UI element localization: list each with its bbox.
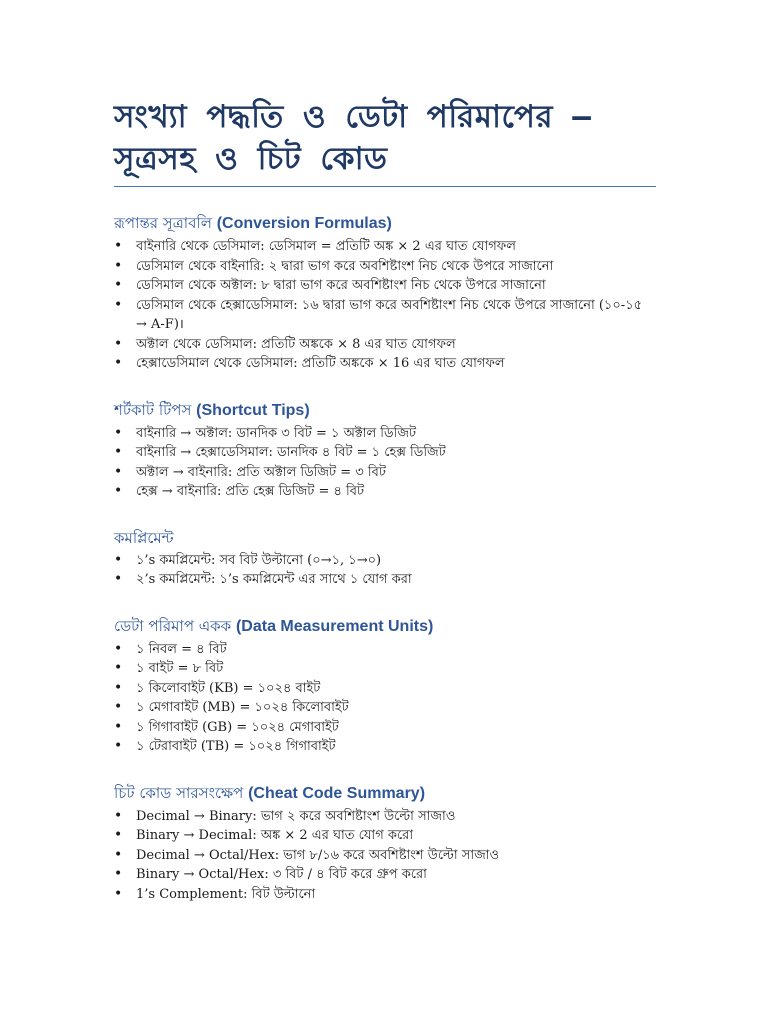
bullet-icon: • xyxy=(114,571,123,587)
list-item-text: অক্টাল থেকে ডেসিমাল: প্রতিটি অঙ্ককে × 8 এর ঘাত যোগফল xyxy=(136,336,456,352)
section-heading-en: (Shortcut Tips) xyxy=(196,401,310,419)
list-item-text: ডেসিমাল থেকে অক্টাল: ৮ দ্বারা ভাগ করে অবশিষ্টাংশ নিচ থেকে উপরে সাজানো xyxy=(136,278,546,293)
bullet-icon: • xyxy=(114,335,123,352)
section-4 xyxy=(114,783,656,905)
sections-container xyxy=(114,213,656,904)
bullet-icon: • xyxy=(114,277,123,293)
section-heading-en: (Conversion Formulas) xyxy=(216,215,392,232)
bullet-icon: • xyxy=(114,424,123,441)
list-item xyxy=(114,640,656,660)
bullet-icon: • xyxy=(114,444,123,460)
list-item-text: Binary → Octal/Hex: ৩ বিট / ৪ বিট করে গ্রুপ করো xyxy=(136,867,427,882)
list-item xyxy=(114,698,656,718)
section-heading xyxy=(114,213,656,234)
list-item-text: ১ মেগাবাইট (MB) = ১০২৪ কিলোবাইট xyxy=(136,700,349,715)
bullet-icon: • xyxy=(114,238,123,254)
section-heading xyxy=(114,528,656,548)
bullet-icon: • xyxy=(114,640,123,657)
section-heading-en: (Data Measurement Units) xyxy=(235,617,434,635)
section-0 xyxy=(114,213,656,374)
list-item-text: ডেসিমাল থেকে বাইনারি: ২ দ্বারা ভাগ করে অবশিষ্টাংশ নিচ থেকে উপরে সাজানো xyxy=(136,258,554,274)
bullet-icon: • xyxy=(114,699,123,715)
list-item xyxy=(114,865,656,885)
bullet-icon: • xyxy=(114,296,123,313)
list-item-text: 1’s Complement: বিট উল্টানো xyxy=(136,886,316,902)
bullet-list xyxy=(114,551,656,590)
bullet-icon: • xyxy=(114,738,123,754)
list-item xyxy=(114,718,656,738)
list-item xyxy=(114,659,656,679)
list-item-text: ২’s কমপ্লিমেন্ট: ১’s কমপ্লিমেন্ট এর সাথে ১ যোগ করা xyxy=(136,572,412,587)
list-item xyxy=(114,463,656,483)
bullet-icon: • xyxy=(114,463,123,480)
list-item-text: হেক্স → বাইনারি: প্রতি হেক্স ডিজিট = ৪ বিট xyxy=(136,484,365,499)
list-item-text: ১ বাইট = ৮ বিট xyxy=(136,661,224,676)
list-item-text: Decimal → Octal/Hex: ভাগ ৮/১৬ করে অবশিষ্টাংশ উল্টো সাজাও xyxy=(136,847,500,863)
list-item xyxy=(114,482,656,502)
bullet-icon: • xyxy=(114,551,123,568)
list-item xyxy=(114,570,656,590)
list-item-text: ১ গিগাবাইট (GB) = ১০২৪ মেগাবাইট xyxy=(136,719,339,735)
title-divider xyxy=(114,186,656,187)
bullet-list xyxy=(114,424,656,502)
list-item xyxy=(114,807,656,827)
bullet-icon: • xyxy=(114,679,123,696)
bullet-icon: • xyxy=(114,483,123,499)
section-heading-bn: কমপ্লিমেন্ট xyxy=(114,528,174,547)
list-item-text: বাইনারি থেকে ডেসিমাল: ডেসিমাল = প্রতিটি অঙ্ক × 2 এর ঘাত যোগফল xyxy=(136,239,516,254)
section-heading-bn: ডেটা পরিমাপ একক xyxy=(114,616,232,635)
list-item xyxy=(114,846,656,866)
list-item xyxy=(114,296,656,335)
bullet-icon: • xyxy=(114,660,123,676)
list-item xyxy=(114,237,656,257)
bullet-icon: • xyxy=(114,257,123,274)
list-item xyxy=(114,443,656,463)
document-title: সংখ্যা পদ্ধতি ও ডেটা পরিমাপের — সূত্রসহ ও চিট কোড xyxy=(114,99,592,177)
list-item xyxy=(114,826,656,846)
section-heading-bn: রূপান্তর সূত্রাবলি xyxy=(114,214,212,232)
section-1 xyxy=(114,400,656,502)
section-3 xyxy=(114,616,656,757)
list-item xyxy=(114,885,656,905)
section-2 xyxy=(114,528,656,590)
bullet-list xyxy=(114,237,656,374)
list-item-text: Binary → Decimal: অঙ্ক × 2 এর ঘাত যোগ করো xyxy=(136,828,414,843)
bullet-icon: • xyxy=(114,355,123,371)
list-item xyxy=(114,737,656,757)
list-item-text: ১’s কমপ্লিমেন্ট: সব বিট উল্টানো (০→১, ১→০) xyxy=(136,552,382,568)
list-item-text: বাইনারি → হেক্সাডেসিমাল: ডানদিক ৪ বিট = ১ হেক্স ডিজিট xyxy=(136,445,446,460)
list-item-text: অক্টাল → বাইনারি: প্রতি অক্টাল ডিজিট = ৩ বিট xyxy=(136,464,386,480)
list-item-text: ১ টেরাবাইট (TB) = ১০২৪ গিগাবাইট xyxy=(136,739,336,754)
section-heading-bn: চিট কোড সারসংক্ষেপ xyxy=(114,783,244,802)
document-page xyxy=(114,96,656,904)
bullet-list xyxy=(114,807,656,905)
list-item-text: হেক্সাডেসিমাল থেকে ডেসিমাল: প্রতিটি অঙ্ককে × 16 এর ঘাত যোগফল xyxy=(136,356,505,371)
bullet-icon: • xyxy=(114,807,123,824)
bullet-list xyxy=(114,640,656,757)
bullet-icon: • xyxy=(114,827,123,843)
bullet-icon: • xyxy=(114,718,123,735)
section-heading xyxy=(114,783,656,804)
list-item xyxy=(114,551,656,571)
list-item-text: ১ নিবল = ৪ বিট xyxy=(136,641,227,657)
list-item xyxy=(114,679,656,699)
list-item-text: ডেসিমাল থেকে হেক্সাডেসিমাল: ১৬ দ্বারা ভাগ করে অবশিষ্টাংশ নিচ থেকে উপরে সাজানো (১০-১৫ → A-F)। xyxy=(136,297,643,332)
list-item xyxy=(114,335,656,355)
list-item-text: Decimal → Binary: ভাগ ২ করে অবশিষ্টাংশ উল্টো সাজাও xyxy=(136,808,456,824)
list-item-text: ১ কিলোবাইট (KB) = ১০২৪ বাইট xyxy=(136,680,321,696)
list-item xyxy=(114,276,656,296)
bullet-icon: • xyxy=(114,866,123,882)
section-heading-bn: শর্টকাট টিপস xyxy=(114,400,192,419)
section-heading-en: (Cheat Code Summary) xyxy=(248,784,426,802)
bullet-icon: • xyxy=(114,846,123,863)
list-item-text: বাইনারি → অক্টাল: ডানদিক ৩ বিট = ১ অক্টাল ডিজিট xyxy=(136,425,417,441)
list-item xyxy=(114,354,656,374)
section-heading xyxy=(114,616,656,637)
list-item xyxy=(114,257,656,277)
list-item xyxy=(114,424,656,444)
section-heading xyxy=(114,400,656,421)
bullet-icon: • xyxy=(114,885,123,902)
